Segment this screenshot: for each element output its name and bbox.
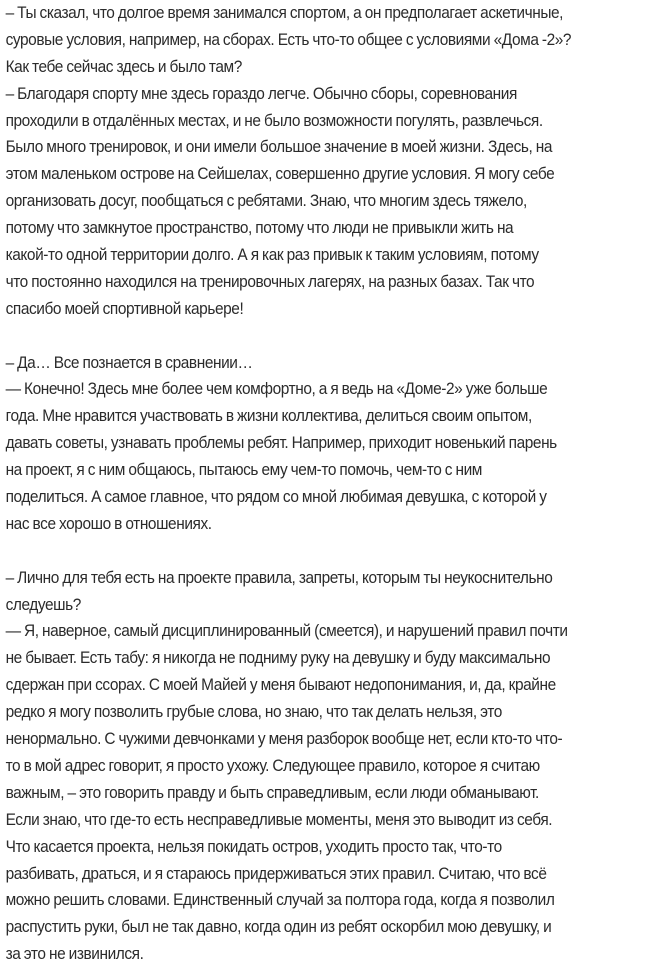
interview-answer — [6, 376, 668, 537]
text-line: – Лично для тебя есть на проекте правила, запреты, которым ты неукоснительно — [5, 567, 553, 587]
text-line: Если знаю, что где-то есть несправедливые моменты, меня это выводит из себя. — [5, 809, 553, 829]
text-line: спасибо моей спортивной карьере! — [5, 298, 244, 318]
text-line: можно решить словами. Единственный случай за полтора года, когда я позволил — [5, 890, 555, 910]
text-line: Как тебе сейчас здесь и было там? — [5, 56, 242, 76]
text-line: – Ты сказал, что долгое время занимался спортом, а он предполагает аскетичные, — [5, 3, 564, 22]
text-line: Было много тренировок, и они имели большое значение в моей жизни. Здесь, на — [5, 137, 553, 157]
interview-answer — [6, 618, 668, 968]
text-line: за это не извинился. — [5, 944, 144, 964]
text-line: распустить руки, был не так давно, когда один из ребят оскорбил мою девушку, и — [5, 917, 552, 937]
text-line: на проект, я с ним общаюсь, пытаюсь ему чем-то помочь, чем-то с ним — [5, 460, 483, 480]
text-line: суровые условия, например, на сборах. Есть что-то общее с условиями «Дома -2»? — [5, 29, 572, 49]
text-line: – Да… Все познается в сравнении… — [5, 352, 253, 372]
paragraph-gap — [6, 323, 668, 350]
text-line: поделиться. А самое главное, что рядом со мной любимая девушка, с которой у — [5, 487, 547, 507]
text-line: — Я, наверное, самый дисциплинированный (смеется), и нарушений правил почти — [5, 621, 568, 641]
text-line: разбивать, драться, и я стараюсь придерживаться этих правил. Считаю, что всё — [5, 863, 547, 883]
text-line: ненормально. С чужими девчонками у меня разборок вообще нет, если кто-то что- — [5, 729, 563, 749]
text-line: редко я могу позволить грубые слова, но знаю, что так делать нельзя, это — [5, 702, 502, 722]
text-line: потому что замкнутое пространство, потому что люди не привыкли жить на — [5, 218, 514, 238]
text-line: не бывает. Есть табу: я никогда не подниму руку на девушку и буду максимально — [5, 648, 551, 668]
interview-question — [6, 0, 668, 81]
interview-answer — [6, 81, 668, 323]
text-line: Что касается проекта, нельзя покидать остров, уходить просто так, что-то — [5, 836, 502, 856]
text-line: что постоянно находился на тренировочных лагерях, на разных базах. Так что — [5, 271, 535, 291]
text-line: организовать досуг, пообщаться с ребятами. Знаю, что многим здесь тяжело, — [5, 191, 527, 211]
text-line: этом маленьком острове на Сейшелах, совершенно другие условия. Я могу себе — [5, 164, 555, 184]
text-line: то в мой адрес говорит, я просто ухожу. Следующее правило, которое я считаю — [5, 755, 540, 775]
text-line: — Конечно! Здесь мне более чем комфортно, а я ведь на «Доме-2» уже больше — [5, 379, 548, 399]
interview-question — [6, 565, 668, 619]
text-line: года. Мне нравится участвовать в жизни коллектива, делиться своим опытом, — [5, 406, 532, 426]
paragraph-gap — [6, 538, 668, 565]
text-line: следуешь? — [5, 594, 81, 614]
text-line: нас все хорошо в отношениях. — [5, 513, 212, 533]
text-line: какой-то одной территории долго. А я как раз привык к таким условиям, потому — [5, 245, 539, 265]
text-line: важным, – это говорить правду и быть справедливым, если люди обманывают. — [5, 782, 539, 802]
interview-question — [6, 350, 668, 377]
text-line: проходили в отдалённых местах, и не было возможности погулять, развлечься. — [5, 110, 543, 130]
text-line: давать советы, узнавать проблемы ребят. Например, приходит новенький парень — [5, 433, 557, 453]
text-line: – Благодаря спорту мне здесь гораздо легче. Обычно сборы, соревнования — [5, 83, 517, 103]
text-line: сдержан при ссорах. С моей Майей у меня бывают недопонимания, и, да, крайне — [5, 675, 556, 695]
